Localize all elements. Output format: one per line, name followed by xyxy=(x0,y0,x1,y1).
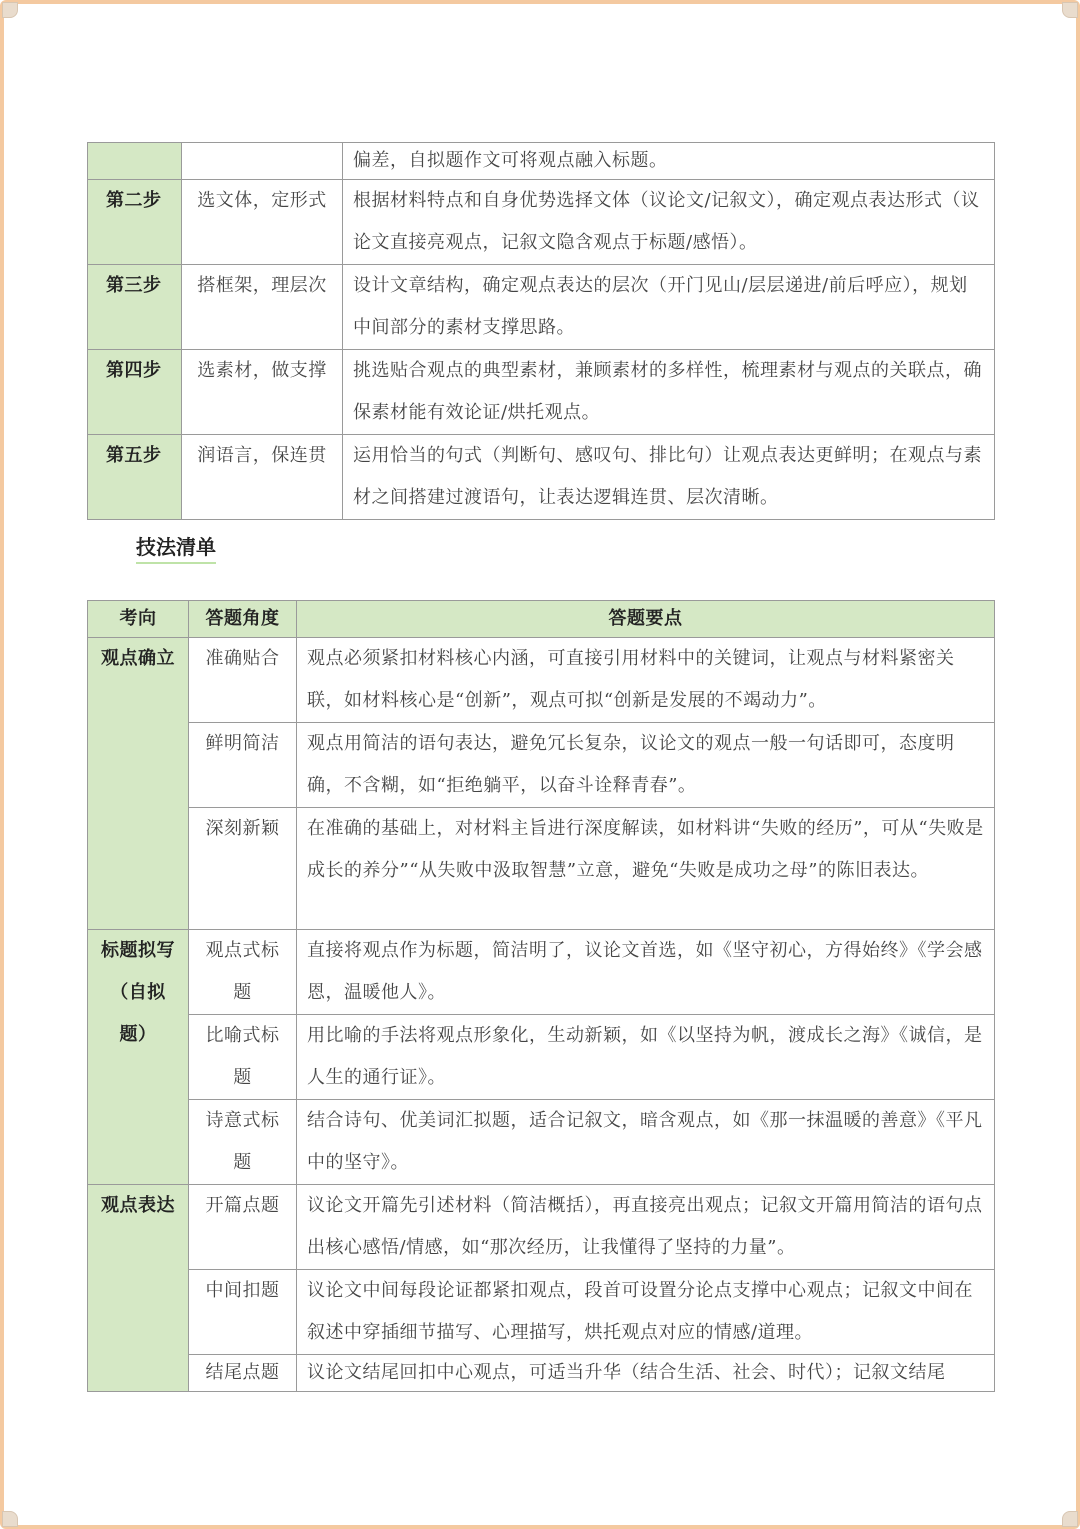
step-label: 第四步 xyxy=(88,350,182,435)
table-row xyxy=(88,638,995,723)
angle-cell: 诗意式标题 xyxy=(189,1100,297,1185)
step-label: 第二步 xyxy=(88,180,182,265)
step-name: 选文体，定形式 xyxy=(182,180,343,265)
table-row xyxy=(88,723,995,808)
table-row xyxy=(88,265,995,350)
points-cell: 结合诗句、优美词汇拟题，适合记叙文，暗含观点，如《那一抹温暖的善意》《平凡中的坚守》。 xyxy=(297,1100,995,1185)
table-row xyxy=(88,1015,995,1100)
step-name: 润语言，保连贯 xyxy=(182,435,343,520)
angle-cell: 鲜明简洁 xyxy=(189,723,297,808)
table-row xyxy=(88,1185,995,1270)
table-header-row xyxy=(88,601,995,638)
column-header: 答题要点 xyxy=(297,601,995,638)
corner-ornament-icon xyxy=(2,2,18,18)
table-row xyxy=(88,143,995,180)
table-row xyxy=(88,1270,995,1355)
table-row xyxy=(88,930,995,1015)
table-row xyxy=(88,1100,995,1185)
step-name xyxy=(182,143,343,180)
step-label: 第三步 xyxy=(88,265,182,350)
table-row xyxy=(88,808,995,930)
points-cell: 议论文结尾回扣中心观点，可适当升华（结合生活、社会、时代）；记叙文结尾 xyxy=(297,1355,995,1392)
step-description: 运用恰当的句式（判断句、感叹句、排比句）让观点表达更鲜明；在观点与素材之间搭建过渡语句，让表达逻辑连贯、层次清晰。 xyxy=(343,435,995,520)
table-row xyxy=(88,350,995,435)
step-description: 根据材料特点和自身优势选择文体（议论文/记叙文），确定观点表达形式（议论文直接亮观点，记叙文隐含观点于标题/感悟）。 xyxy=(343,180,995,265)
table-row xyxy=(88,435,995,520)
section-title: 技法清单 xyxy=(136,533,216,564)
angle-cell: 准确贴合 xyxy=(189,638,297,723)
corner-ornament-icon xyxy=(1062,2,1078,18)
angle-cell: 开篇点题 xyxy=(189,1185,297,1270)
corner-ornament-icon xyxy=(2,1511,18,1527)
points-cell: 观点用简洁的语句表达，避免冗长复杂，议论文的观点一般一句话即可，态度明确，不含糊，如“拒绝躺平，以奋斗诠释青春”。 xyxy=(297,723,995,808)
points-cell: 议论文开篇先引述材料（简洁概括），再直接亮出观点；记叙文开篇用简洁的语句点出核心感悟/情感，如“那次经历，让我懂得了坚持的力量”。 xyxy=(297,1185,995,1270)
step-description: 偏差，自拟题作文可将观点融入标题。 xyxy=(343,143,995,180)
points-cell: 在准确的基础上，对材料主旨进行深度解读，如材料讲“失败的经历”，可从“失败是成长的养分”“从失败中汲取智慧”立意，避免“失败是成功之母”的陈旧表达。 xyxy=(297,808,995,930)
techniques-table xyxy=(87,600,995,1392)
table-row xyxy=(88,1355,995,1392)
step-name: 搭框架，理层次 xyxy=(182,265,343,350)
step-description: 设计文章结构，确定观点表达的层次（开门见山/层层递进/前后呼应），规划中间部分的素材支撑思路。 xyxy=(343,265,995,350)
points-cell: 直接将观点作为标题，简洁明了，议论文首选，如《坚守初心，方得始终》《学会感恩，温暖他人》。 xyxy=(297,930,995,1015)
table-row xyxy=(88,180,995,265)
angle-cell: 深刻新颖 xyxy=(189,808,297,930)
step-label: 第五步 xyxy=(88,435,182,520)
points-cell: 议论文中间每段论证都紧扣观点，段首可设置分论点支撑中心观点；记叙文中间在叙述中穿插细节描写、心理描写，烘托观点对应的情感/道理。 xyxy=(297,1270,995,1355)
step-name: 选素材，做支撑 xyxy=(182,350,343,435)
column-header: 考向 xyxy=(88,601,189,638)
corner-ornament-icon xyxy=(1062,1511,1078,1527)
points-cell: 用比喻的手法将观点形象化，生动新颖，如《以坚持为帆，渡成长之海》《诚信，是人生的通行证》。 xyxy=(297,1015,995,1100)
angle-cell: 中间扣题 xyxy=(189,1270,297,1355)
column-header: 答题角度 xyxy=(189,601,297,638)
category-cell: 观点确立 xyxy=(88,638,189,930)
points-cell: 观点必须紧扣材料核心内涵，可直接引用材料中的关键词，让观点与材料紧密关联，如材料核心是“创新”，观点可拟“创新是发展的不竭动力”。 xyxy=(297,638,995,723)
steps-table xyxy=(87,142,995,520)
angle-cell: 比喻式标题 xyxy=(189,1015,297,1100)
angle-cell: 观点式标题 xyxy=(189,930,297,1015)
category-cell: 观点表达 xyxy=(88,1185,189,1392)
category-cell: 标题拟写（自拟题） xyxy=(88,930,189,1185)
angle-cell: 结尾点题 xyxy=(189,1355,297,1392)
step-description: 挑选贴合观点的典型素材，兼顾素材的多样性，梳理素材与观点的关联点，确保素材能有效论证/烘托观点。 xyxy=(343,350,995,435)
step-label xyxy=(88,143,182,180)
